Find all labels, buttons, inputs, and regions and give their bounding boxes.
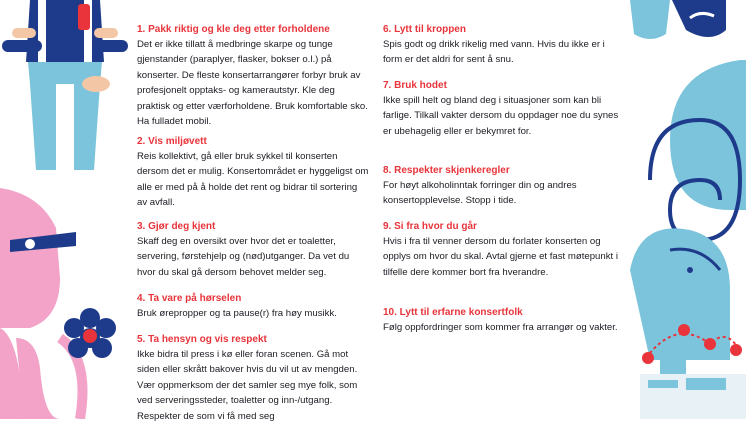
rule-title: 4. Ta vare på hørselen	[137, 293, 242, 304]
rule-body: Hvis i fra til venner dersom du forlater konserten og opplys om hvor du skal. Avtal gjerne et fast møtepunkt i tilfelle dere kommer bort fra hverandre.	[383, 236, 618, 278]
map-route-illustration	[640, 318, 746, 419]
rule-body: Bruk ørepropper og ta pause(r) fra høy musikk.	[137, 308, 337, 319]
guard-illustration	[0, 0, 128, 170]
rule-1	[137, 23, 369, 129]
rule-body: Skaff deg en oversikt over hvor det er toaletter, servering, førstehjelp og (nød)utganger. Da vet du hvor du skal gå dersom behovet melder seg.	[137, 236, 350, 278]
rule-title: 8. Respekter skjenkeregler	[383, 165, 510, 176]
rule-body: Ikke bidra til press i kø eller foran scenen. Gå mot siden eller skrått bakover hvis du vil ut av mengden. Vær oppmerksom der det samler seg mye folk, som ved serveringssteder, toaletter og inn-/utgang. Respekter de som vi få med seg	[137, 349, 358, 422]
rule-title: 10. Lytt til erfarne konsertfolk	[383, 307, 523, 318]
rule-title: 6. Lytt til kroppen	[383, 24, 466, 35]
rule-title: 2. Vis miljøvett	[137, 136, 207, 147]
rule-5	[137, 333, 369, 424]
rule-2	[137, 135, 369, 211]
rule-10	[383, 306, 618, 335]
rule-body: Det er ikke tillatt å medbringe skarpe og tunge gjenstander (paraplyer, flasker, bokser o.l.) på konserter. De fleste konsertarrangører forbyr bruk av profesjonelt opptaks- og kamerautstyr. Kle deg praktisk og etter værforholdene. Bruk komfortable sko. Ha fulladet mobil.	[137, 39, 368, 128]
rule-body: Ikke spill helt og bland deg i situasjoner som kan bli farlige. Tilkall vakter dersom du oppdager noe du synes er ubehagelig eller er bekymret for.	[383, 95, 619, 137]
rule-body: Spis godt og drikk rikelig med vann. Hvis du ikke er i form er det aldri for sent å snu.	[383, 39, 605, 66]
rule-body: Reis kollektivt, gå eller bruk sykkel til konserten dersom det er mulig. Konsertområdet er hyggeligst om alle er med på å holde det rent og bidrar til sortering av avfall.	[137, 151, 369, 209]
flower-icon	[64, 308, 116, 358]
rule-7	[383, 79, 623, 139]
rule-6	[383, 23, 623, 68]
rule-title: 7. Bruk hodet	[383, 80, 447, 91]
right-figure-illustration	[630, 60, 746, 360]
rule-3	[137, 220, 369, 280]
rule-body: Følg oppfordringer som kommer fra arrangør og vakter.	[383, 322, 618, 333]
rule-title: 5. Ta hensyn og vis respekt	[137, 334, 267, 345]
rule-body: For høyt alkoholinntak forringer din og andres konsertopplevelse. Stopp i tide.	[383, 180, 577, 207]
pink-figure-illustration	[0, 188, 130, 419]
rule-title: 3. Gjør deg kjent	[137, 221, 216, 232]
rule-9	[383, 220, 623, 280]
rule-4	[137, 292, 337, 321]
rule-title: 1. Pakk riktig og kle deg etter forholdene	[137, 24, 330, 35]
top-right-figure-illustration	[630, 0, 746, 48]
rule-8	[383, 164, 623, 209]
rule-title: 9. Si fra hvor du går	[383, 221, 477, 232]
